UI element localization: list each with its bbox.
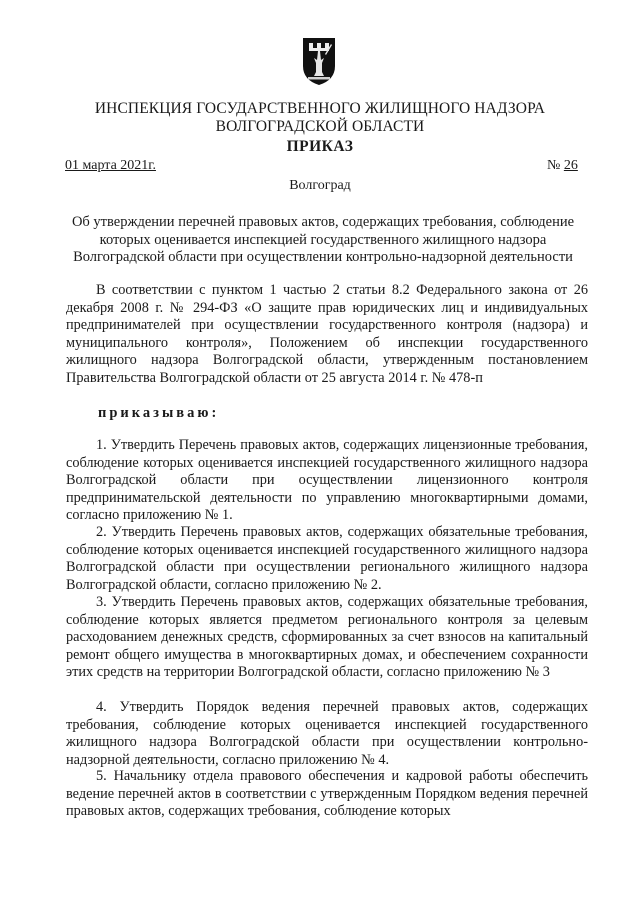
orders-heading: приказываю: [98,405,220,421]
organization-name-line2: ВОЛГОГРАДСКОЙ ОБЛАСТИ [215,118,425,135]
order-item-4: 4. Утвердить Порядок ведения перечней правовых актов, содержащих требования, соблюдение которых оценивается инспекцией государственного жилищного надзора Волгоградской области при осуществлении контрольно-надзорной деятельности, согласно приложению № 4. [66,699,588,768]
order-item-5: 5. Начальнику отдела правового обеспечения и кадровой работы обеспечить ведение перечней актов в соответствии с утвержденным Порядком ведения перечней правовых актов, содержащих требования, соблюдение которых [66,768,588,819]
document-city: Волгоград [289,178,351,193]
document-title: ПРИКАЗ [286,138,354,155]
order-item-3: 3. Утвердить Перечень правовых актов, содержащих обязательные требования, соблюдение которых является предметом регионального контроля за целевым расходованием денежных средств, сформированных за счет взносов на капитальный ремонт общего имущества в многоквартирных домах, и обеспечением сохранности этих средств на территории Волгоградской области, согласно приложению № 3 [66,594,588,680]
preamble-paragraph: В соответствии с пунктом 1 частью 2 статьи 8.2 Федерального закона от 26 декабря 2008 г. № 294-ФЗ «О защите прав юридических лиц и индивидуальных предпринимателей при осуществлении государственного контроля (надзора) и муниципального контроля», Положением об инспекции государственного жилищного надзора Волгоградской области, утвержденным постановлением Правительства Волгоградской области от 25 августа 2014 г. № 478-п [66,282,588,386]
organization-name-line1: ИНСПЕКЦИЯ ГОСУДАРСТВЕННОГО ЖИЛИЩНОГО НАДЗОРА [94,100,546,117]
volgograd-coat-of-arms-icon [301,36,337,86]
document-subject: Об утверждении перечней правовых актов, содержащих требования, соблюдение которых оценивается инспекцией государственного жилищного надзора Волгоградской области при осуществлении контрольно-надзорной деятельности [71,214,575,265]
order-item-2: 2. Утвердить Перечень правовых актов, содержащих обязательные требования, соблюдение которых оценивается инспекцией государственного жилищного надзора Волгоградской области при осуществлении регионального жилищного надзора Волгоградской области, согласно приложению № 2. [66,524,588,593]
document-number [547,158,578,174]
order-item-1: 1. Утвердить Перечень правовых актов, содержащих лицензионные требования, соблюдение которых оценивается инспекцией государственного жилищного надзора Волгоградской области при осуществлении лицензионного контроля предпринимательской деятельности по управлению многоквартирными домами, согласно приложению № 1. [66,437,588,523]
number-sign: № [547,158,561,173]
number-value: 26 [563,158,578,173]
document-date: 01 марта 2021г. [65,158,156,173]
